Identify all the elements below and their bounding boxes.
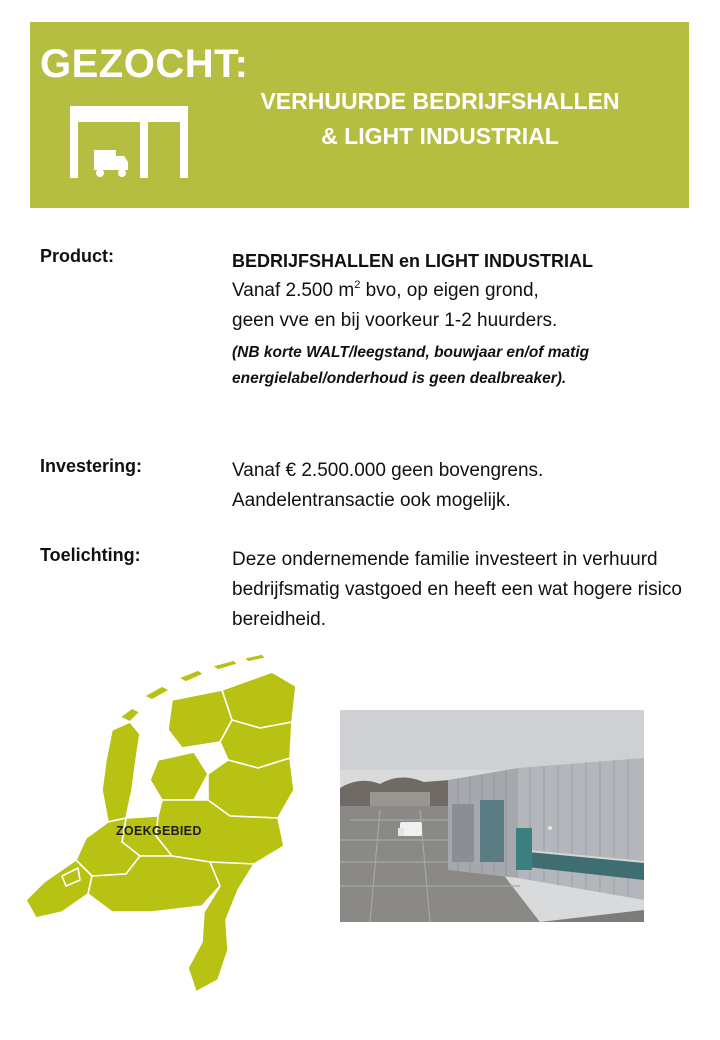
investering-line2: Aandelentransactie ook mogelijk. xyxy=(232,490,511,511)
product-line1-pre: Vanaf 2.500 m xyxy=(232,280,355,301)
netherlands-map xyxy=(22,650,312,995)
product-line1 xyxy=(232,276,692,306)
banner-subtitle-line2: & LIGHT INDUSTRIAL xyxy=(321,123,559,149)
product-line1-sup: 2 xyxy=(354,278,361,291)
banner-subtitle xyxy=(240,84,640,154)
product-label: Product: xyxy=(40,246,114,266)
industrial-building-photo xyxy=(340,710,644,922)
product-line1-post: bvo, op eigen grond, xyxy=(360,280,539,301)
product-note: (NB korte WALT/leegstand, bouwjaar en/of matig energielabel/onderhoud is geen dealbreaker). xyxy=(232,344,590,387)
banner-heading: GEZOCHT: xyxy=(40,42,249,86)
product-line2: geen vve en bij voorkeur 1-2 huurders. xyxy=(232,310,558,331)
banner-subtitle-line1: VERHUURDE BEDRIJFSHALLEN xyxy=(260,88,620,114)
map-label: ZOEKGEBIED xyxy=(116,824,202,838)
investering-label: Investering: xyxy=(40,456,143,476)
toelichting-body xyxy=(232,545,692,635)
toelichting-label: Toelichting: xyxy=(40,545,141,565)
product-body xyxy=(232,246,692,392)
toelichting-text: Deze ondernemende familie investeert in verhuurd bedrijfsmatig vastgoed en heeft een wat hogere risico bereidheid. xyxy=(232,549,682,630)
warehouse-truck-icon xyxy=(70,106,188,178)
investering-line1: Vanaf € 2.500.000 geen bovengrens. xyxy=(232,460,544,481)
investering-body xyxy=(232,456,692,516)
header-banner xyxy=(30,22,689,208)
product-title: BEDRIJFSHALLEN en LIGHT INDUSTRIAL xyxy=(232,251,594,271)
